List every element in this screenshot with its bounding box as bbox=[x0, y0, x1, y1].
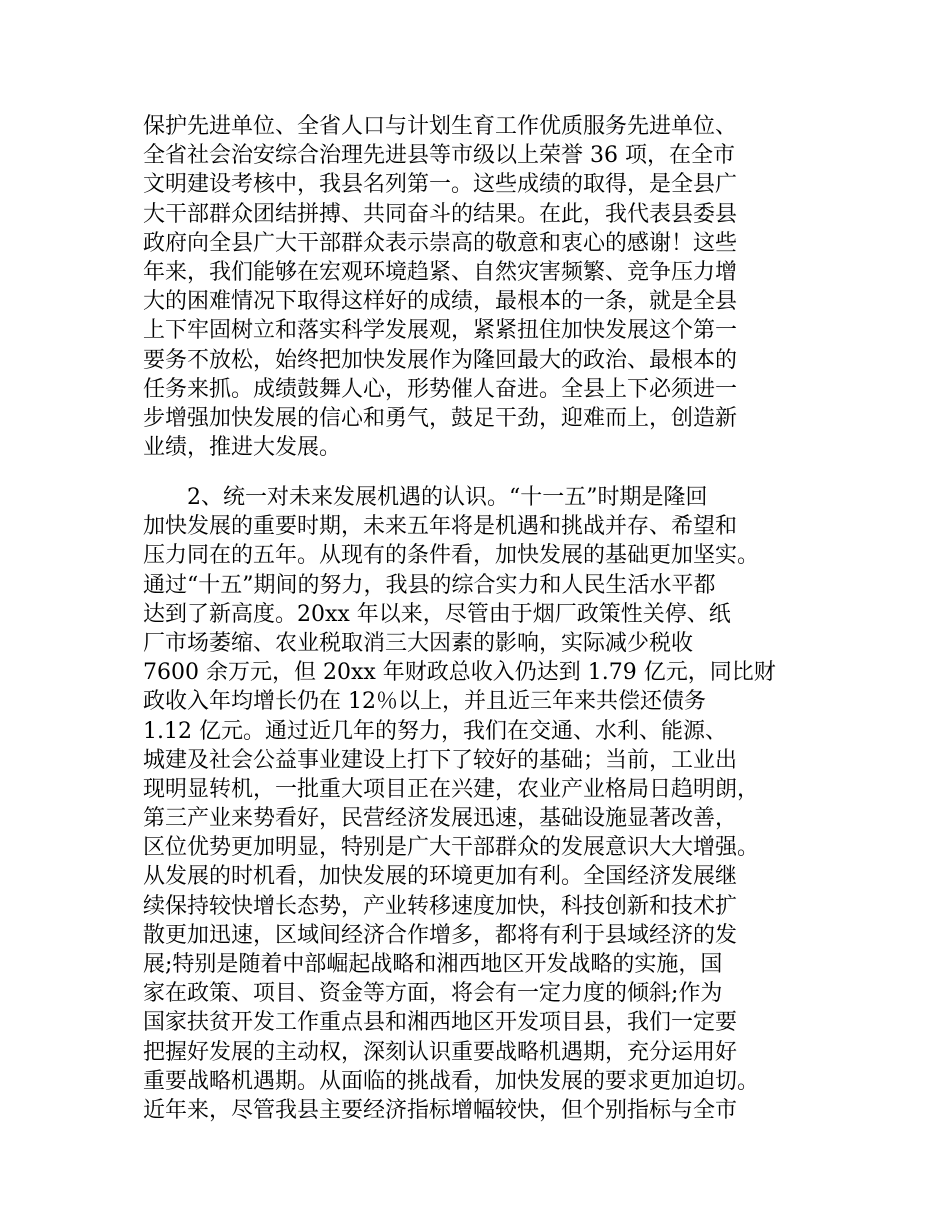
paragraph-line: 任务来抓。成绩鼓舞人心，形势催人奋进。全县上下必须进一 bbox=[143, 376, 738, 402]
paragraph-line: 现明显转机，一批重大项目正在兴建，农业产业格局日趋明朗， bbox=[143, 776, 760, 802]
paragraph-line: 重要战略机遇期。从面临的挑战看，加快发展的要求更加迫切。 bbox=[143, 1068, 760, 1094]
paragraph-line: 家在政策、项目、资金等方面，将会有一定力度的倾斜;作为 bbox=[143, 981, 723, 1007]
paragraph-line: 1.12 亿元。通过近几年的努力，我们在交通、水利、能源、 bbox=[143, 718, 727, 744]
paragraph-line: 区位优势更加明显，特别是广大干部群众的发展意识大大增强。 bbox=[143, 835, 760, 861]
paragraph-line: 续保持较快增长态势，产业转移速度加快，科技创新和技术扩 bbox=[143, 893, 738, 919]
paragraph-line: 压力同在的五年。从现有的条件看，加快发展的基础更加坚实。 bbox=[143, 543, 760, 569]
paragraph-line: 文明建设考核中，我县名列第一。这些成绩的取得，是全县广 bbox=[143, 172, 738, 198]
paragraph-line: 把握好发展的主动权，深刻认识重要战略机遇期，充分运用好 bbox=[143, 1039, 738, 1065]
paragraph-line: 业绩，推进大发展。 bbox=[143, 435, 342, 461]
paragraph-line: 要务不放松，始终把加快发展作为隆回最大的政治、最根本的 bbox=[143, 347, 738, 373]
paragraph-line: 2、统一对未来发展机遇的认识。“十一五”时期是隆回 bbox=[143, 485, 708, 510]
paragraph-line: 保护先进单位、全省人口与计划生育工作优质服务先进单位、 bbox=[143, 114, 738, 139]
paragraph-line: 第三产业来势看好，民营经济发展迅速，基础设施显著改善， bbox=[143, 806, 738, 832]
paragraph-line: 国家扶贫开发工作重点县和湘西地区开发项目县，我们一定要 bbox=[143, 1010, 738, 1036]
paragraph-line: 散更加迅速，区域间经济合作增多，都将有利于县域经济的发 bbox=[143, 922, 738, 948]
paragraph-line: 从发展的时机看，加快发展的环境更加有利。全国经济发展继 bbox=[143, 864, 738, 890]
paragraph-line: 大干部群众团结拼搏、共同奋斗的结果。在此，我代表县委县 bbox=[143, 201, 738, 227]
paragraph-line: 大的困难情况下取得这样好的成绩，最根本的一条，就是全县 bbox=[143, 289, 738, 315]
paragraph-line: 加快发展的重要时期，未来五年将是机遇和挑战并存、希望和 bbox=[143, 514, 738, 540]
paragraph-line: 政府向全县广大干部群众表示崇高的敬意和衷心的感谢！这些 bbox=[143, 230, 738, 256]
paragraph-line: 展;特别是随着中部崛起战略和湘西地区开发战略的实施，国 bbox=[143, 952, 723, 977]
paragraph-line: 7600 余万元，但 20xx 年财政总收入仍达到 1.79 亿元，同比财 bbox=[143, 660, 776, 686]
paragraph-line: 近年来，尽管我县主要经济指标增幅较快，但个别指标与全市 bbox=[143, 1097, 738, 1123]
paragraph-line: 厂市场萎缩、农业税取消三大因素的影响，实际减少税收 bbox=[143, 630, 694, 656]
paragraph-line: 城建及社会公益事业建设上打下了较好的基础；当前，工业出 bbox=[143, 747, 738, 773]
paragraph-1 bbox=[143, 112, 823, 462]
paragraph-line: 达到了新高度。20xx 年以来，尽管由于烟厂政策性关停、纸 bbox=[143, 601, 731, 627]
paragraph-2 bbox=[143, 483, 823, 1125]
paragraph-line: 政收入年均增长仍在 12％以上，并且近三年来共偿还债务 bbox=[143, 689, 706, 715]
paragraph-line: 步增强加快发展的信心和勇气，鼓足干劲，迎难而上，创造新 bbox=[143, 405, 738, 431]
paragraph-line: 全省社会治安综合治理先进县等市级以上荣誉 36 项，在全市 bbox=[143, 143, 735, 169]
paragraph-line: 通过“十五”期间的努力，我县的综合实力和人民生活水平都 bbox=[143, 572, 716, 598]
paragraph-line: 上下牢固树立和落实科学发展观，紧紧扭住加快发展这个第一 bbox=[143, 318, 738, 344]
paragraph-line: 年来，我们能够在宏观环境趋紧、自然灾害频繁、竞争压力增 bbox=[143, 259, 738, 285]
